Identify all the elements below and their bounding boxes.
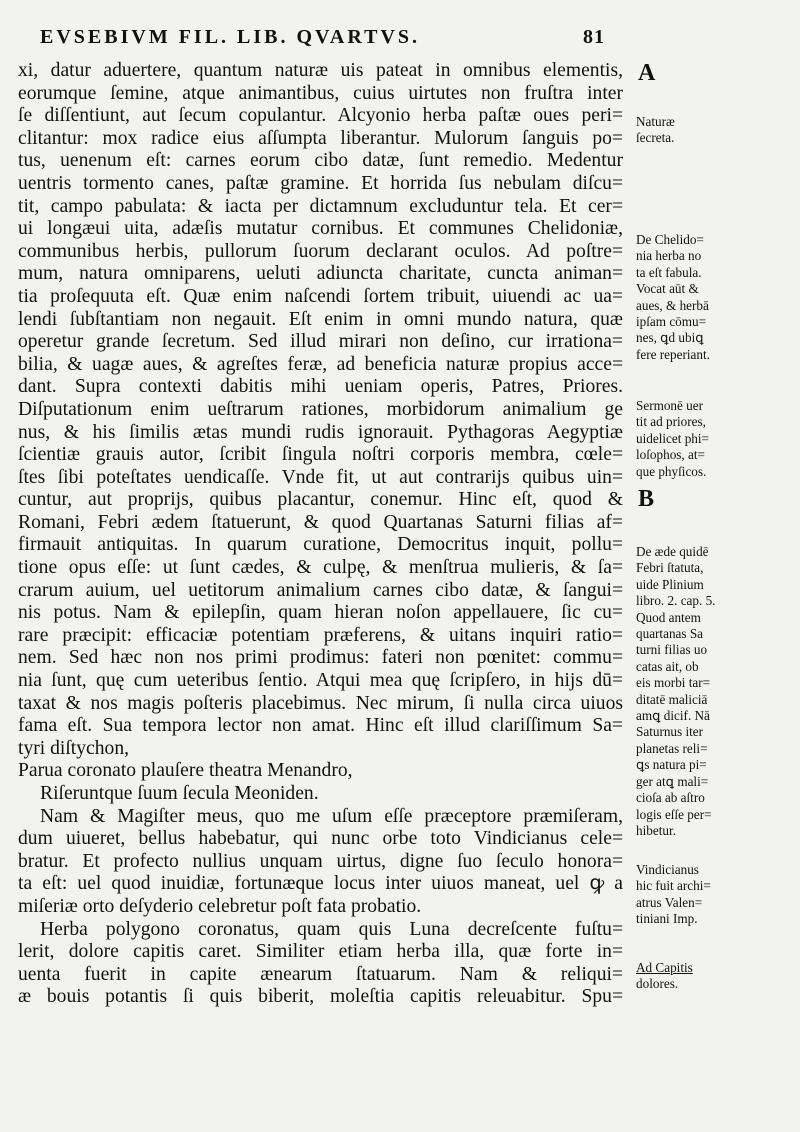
note-line: Naturæ [636,114,675,129]
text-line: firmauit antiquitas. In quarum curatione, Democritus inquit, pollu= [18,534,623,556]
text-line: bilia, & uagæ aues, & agreſtes feræ, ad beneficia naturæ propius acce= [18,353,623,375]
text-line: clitantur: mox radice eius aſſumpta liberantur. Mulorum ſanguis po= [18,127,623,149]
text-line: dum uiueret, bellus habebatur, qui nunc orbe toto Vindicianus cele= [18,828,623,850]
text-line: taxat & nos magis poſteris placebimus. Nec mirum, ſi nulla circa uiuos [18,692,623,714]
note-line: uide Plinium [636,576,704,592]
note-line: De æde quidē [636,544,709,559]
running-title: EVSEBIVM FIL. LIB. QVARTVS. [40,26,421,48]
note-line: loſophos, at= [636,447,705,463]
note-line: tit ad priores, [636,414,706,430]
text-line: mum, natura omniparens, ueluti adiuncta charitate, cuncta animan= [18,263,623,285]
text-line: xi, datur aduertere, quantum naturæ uis pateat in omnibus elementis, [18,60,623,81]
note-line: Febri ſtatuta, [636,560,704,576]
marginal-note [636,544,776,839]
note-line: quartanas Sa [636,626,704,642]
text-line: tia proſequuta eſt. Quæ enim naſcendi ſortem tribuit, uiuendi ac ua= [18,285,623,307]
verse-line: Parua coronato plauſere theatra Menandro, [18,760,353,782]
marginal-note [636,862,776,928]
marginal-note [636,114,776,147]
text-line: tus, uenenum eſt: carnes eorum cibo datæ, ſunt remedio. Medentur [18,150,623,172]
note-line: logis eſſe per= [636,806,712,822]
note-line: De Chelido= [636,232,704,247]
text-line: æ bouis potantis ſi quis biberit, moleſtia capitis releuabitur. Spu= [18,986,623,1008]
note-line: planetas reli= [636,740,708,756]
note-line: nia herba no [636,248,702,264]
note-line: tiniani Imp. [636,911,698,927]
note-line: ipſam cōmu= [636,314,707,330]
text-line: nem. Sed hæc non nos primi prodimus: fateri non pœnitet: commu= [18,647,623,669]
note-line: que phyſicos. [636,463,707,479]
text-line: Nam & Magiſter meus, quo me uſum eſſe præceptore præmiſeram, [40,805,623,827]
note-line: libro. 2. cap. 5. [636,593,716,609]
note-line: Quod antem [636,609,701,625]
note-line: hibetur. [636,822,676,838]
text-line: miſeriæ orto deſyderio celebretur poſt fata probatio. [18,895,422,917]
note-line: ꝗs natura pi= [636,757,707,773]
marginal-note [636,232,776,363]
section-letter-a: A [638,60,656,86]
text-line: ſcientiæ grauis autor, ſcribit ſingula noſtri corporis membra, cœle= [18,444,623,466]
verse-line: Riſeruntque ſuum ſecula Meoniden. [40,783,319,804]
marginal-note [636,960,776,993]
note-line: eis morbi tar= [636,675,711,691]
text-line: ui longæui uita, adæſis mutatur cornibus. Et communes Chelidoniæ, [18,218,623,240]
note-line: fere reperiant. [636,346,710,362]
text-line: uentris tormento canes, paſtæ gramine. Et horrida ſus nebulam diſcu= [18,172,623,194]
text-line: Herba polygono coronatus, quam quis Luna decreſcente fuſtu= [40,918,623,940]
note-line: catas ait, ob [636,658,699,674]
text-line: lerit, dolore capitis caret. Similiter etiam herba illa, quæ forte in= [18,941,623,963]
text-line: dant. Supra contexti dabitis mihi ueniam operis, Patres, Priores. [18,376,623,398]
text-line: nia ſunt, quę cum ueteribus ſentio. Atqui mea quę ſcripſero, in hijs dū= [18,670,623,692]
text-line: lendi ſubſtantiam non negauit. Eſt enim in omni mundo natura, quæ [18,308,623,330]
note-line: nes, ꝗd ubiꝗ [636,330,704,346]
note-line: ſecreta. [636,130,675,146]
text-line: eorumque ſemine, atque animantibus, cuius uirtutes non fruſtra inter [18,82,623,104]
folio-number: 81 [583,26,605,48]
note-line: ditatē maliciā [636,691,708,707]
running-head [40,26,605,54]
note-line: ger atꝗ mali= [636,773,709,789]
note-line: dolores. [636,976,679,992]
text-line: ta eſt: uel quod inuidiæ, fortunæque locus inter uiuos maneat, uel ꝙ a [18,873,623,895]
text-line: communibus herbis, pullorum ſuorum declarant oculos. Ad poſtre= [18,240,623,262]
text-line: cuntur, aut proprijs, quibus placantur, conemur. Hinc eſt, quod & [18,489,623,511]
note-line: Ad Capitis [636,960,693,975]
note-line: hic fuit archi= [636,878,711,894]
note-line: Vocat aūt & [636,281,699,297]
text-line: crarum auium, uel uetitorum animalium carnes cibo datæ, & ſangui= [18,579,623,601]
text-line: rare præcipit: efficaciæ potentiam præferens, & uitans inquiri ratio= [18,624,623,646]
note-line: atrus Valen= [636,894,703,910]
section-letter-b: B [638,486,655,512]
note-line: Vindicianus [636,862,699,877]
text-line: tyri diſtychon, [18,737,130,759]
text-line: fama eſt. Sua tempora lector non amat. Hinc eſt illud clariſſimum Sa= [18,715,623,737]
note-line: turni filias uo [636,642,708,658]
text-line: Romani, Febri ædem ſtatuerunt, & quod Quartanas Saturni filias af= [18,511,623,533]
note-line: uidelicet phi= [636,430,709,446]
text-line: ſe diſſentiunt, aut ſecum copulantur. Alcyonio herba paſtæ oues peri= [18,105,623,127]
text-line: nis potus. Nam & epilepſin, quam hieran noſon appellauere, ſic cu= [18,602,623,624]
text-line: ſtes ſibi poteſtates uendicaſſe. Vnde fit, ut aut contrarijs quibus uin= [18,466,623,488]
text-line: tit, campo pabulata: & iacta per dictamnum excluduntur tela. Et cer= [18,195,623,217]
note-line: aues, & herbā [636,297,709,313]
text-line: Diſputationum enim ueſtrarum rationes, morbidorum animalium ge [18,398,623,420]
text-line: uenta fuerit in capite ænearum ſtatuarum. Nam & reliqui= [18,963,623,985]
main-text-block [18,60,623,1009]
marginal-note [636,398,776,480]
text-line: tione opus eſſe: ut ſunt cædes, & culpę, & menſtrua mulieris, & ſa= [18,557,623,579]
text-line: nus, & his ſimilis ætas mundi rudis ignorauit. Pythagoras Aegyptiæ [18,421,623,443]
note-line: cioſa ab aſtro [636,790,705,806]
note-line: Sermonē uer [636,398,704,413]
note-line: ta eſt fabula. [636,264,702,280]
text-line: bratur. Et profecto nullius unquam uirtus, digne ſuo ſeculo honora= [18,850,623,872]
text-line: operetur grande ſecretum. Sed illud mirari non deſino, cur irrationa= [18,331,623,353]
note-line: Saturnus iter [636,724,704,740]
note-line: amꝗ dicif. Nā [636,708,710,724]
